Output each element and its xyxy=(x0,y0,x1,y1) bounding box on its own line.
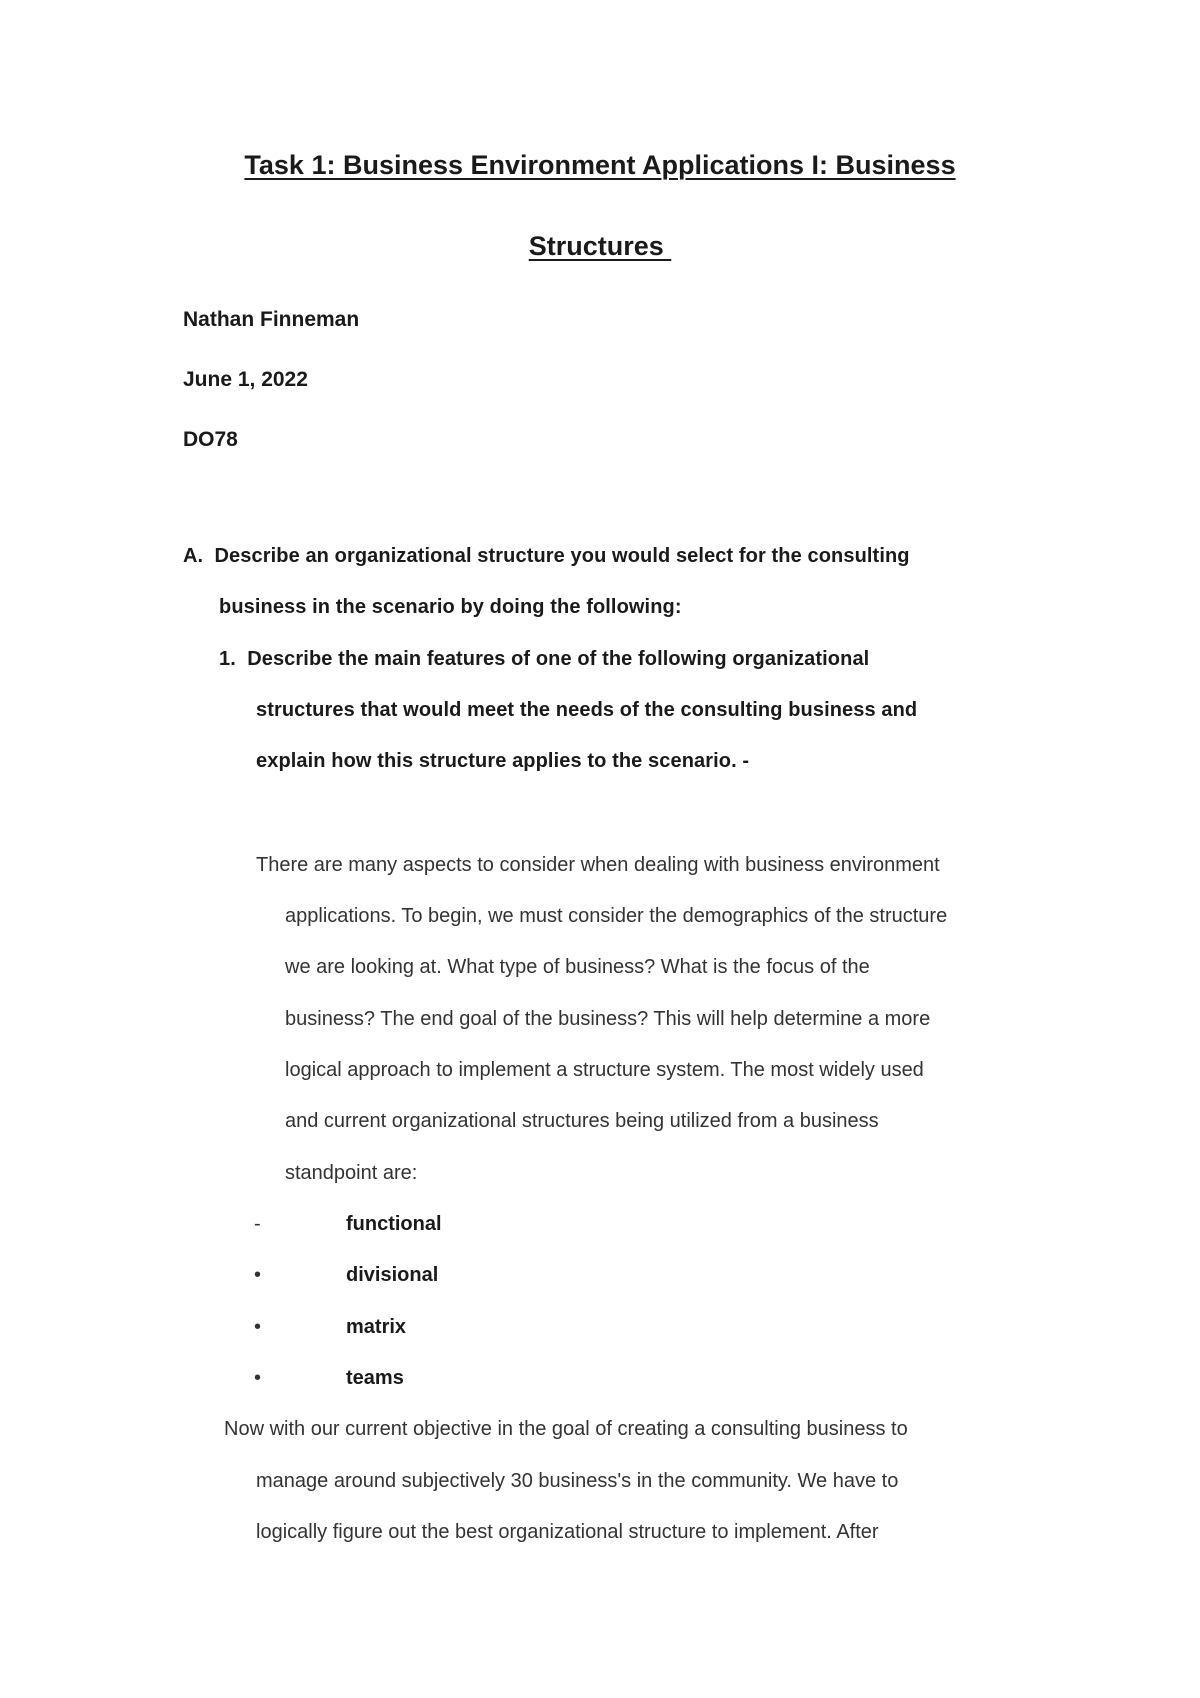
bullet-marker: • xyxy=(254,1264,262,1286)
author-name: Nathan Finneman xyxy=(183,308,360,331)
question-a-line-1: A. Describe an organizational structure you would select for the consulting xyxy=(183,545,910,567)
bullet-marker: • xyxy=(254,1367,262,1389)
document-title-line-1: Task 1: Business Environment Applications I: Business xyxy=(244,150,956,180)
list-item-text: functional xyxy=(346,1213,442,1235)
course-code: DO78 xyxy=(183,428,238,451)
list-item-text: teams xyxy=(346,1367,404,1389)
paragraph-1-line: applications. To begin, we must consider the demographics of the structure xyxy=(285,905,948,927)
question-1-line-3: explain how this structure applies to the scenario. - xyxy=(256,750,750,772)
bullet-marker: • xyxy=(254,1316,262,1338)
paragraph-2-line: manage around subjectively 30 business's in the community. We have to xyxy=(256,1470,899,1492)
list-item xyxy=(254,1367,404,1390)
paragraph-1-line: and current organizational structures being utilized from a business xyxy=(285,1110,879,1132)
question-a-line-2: business in the scenario by doing the following: xyxy=(219,596,682,618)
document-date: June 1, 2022 xyxy=(183,368,308,391)
list-item-text: matrix xyxy=(346,1316,407,1338)
list-item xyxy=(254,1264,438,1287)
dash-marker: - xyxy=(254,1213,261,1235)
paragraph-1-line: There are many aspects to consider when dealing with business environment xyxy=(256,854,940,876)
paragraph-2-line: Now with our current objective in the goal of creating a consulting business to xyxy=(224,1418,908,1440)
list-item-text: divisional xyxy=(346,1264,439,1286)
paragraph-1-line: business? The end goal of the business? This will help determine a more xyxy=(285,1008,931,1030)
paragraph-1-line: standpoint are: xyxy=(285,1162,418,1184)
question-1-line-2: structures that would meet the needs of the consulting business and xyxy=(256,699,918,721)
paragraph-1-line: we are looking at. What type of business? What is the focus of the xyxy=(285,956,870,978)
list-item xyxy=(254,1316,406,1339)
paragraph-2-line: logically figure out the best organizational structure to implement. After xyxy=(256,1521,879,1543)
document-title-line-2: Structures xyxy=(528,231,672,261)
question-1-line-1: 1. Describe the main features of one of the following organizational xyxy=(219,648,870,670)
paragraph-1-line: logical approach to implement a structure system. The most widely used xyxy=(285,1059,924,1081)
list-item xyxy=(254,1213,442,1236)
